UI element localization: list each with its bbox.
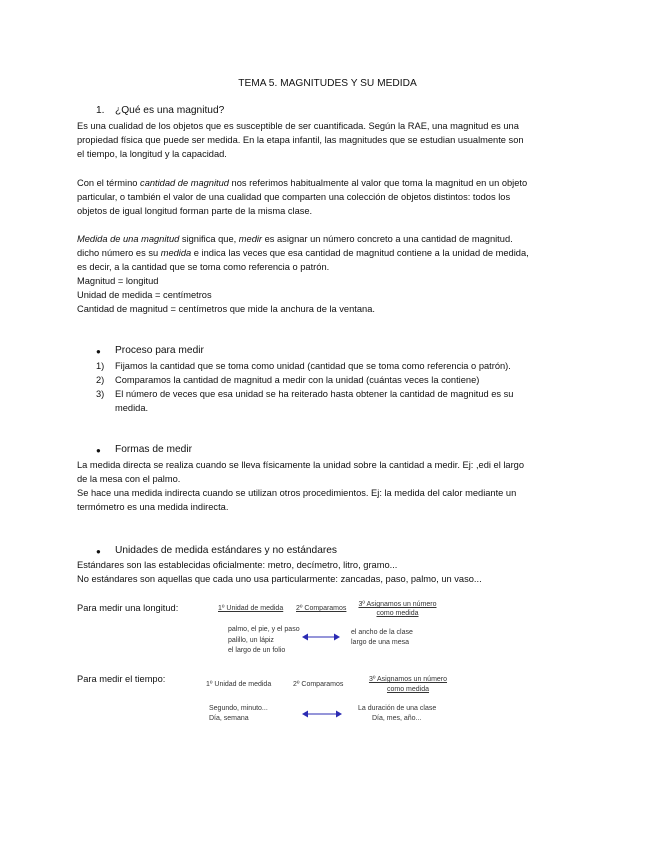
paragraph-line: dicho número es su medida e indica las veces que esa cantidad de magnitud contiene a la unidad de medida,	[77, 248, 529, 258]
bullet: ●	[96, 446, 101, 455]
section-heading: Formas de medir	[115, 444, 192, 455]
section-heading: Proceso para medir	[115, 345, 204, 356]
diagram-label: Para medir una longitud:	[77, 603, 179, 613]
diagram-right-item: Día, mes, año...	[372, 715, 422, 722]
paragraph-line: es decir, a la cantidad que se toma como referencia o patrón.	[77, 262, 330, 272]
paragraph-line: el tiempo, la longitud y la capacidad.	[77, 149, 227, 159]
list-number: 1)	[96, 361, 105, 371]
bullet: ●	[96, 347, 101, 356]
example-line: Cantidad de magnitud = centímetros que mide la anchura de la ventana.	[77, 304, 375, 314]
diagram-left-item: Día, semana	[209, 715, 249, 722]
diagram-right-item: La duración de una clase	[358, 705, 437, 712]
paragraph-line: Con el término cantidad de magnitud nos referimos habitualmente al valor que toma la magnitud en un objeto	[77, 178, 528, 188]
list-number: 3)	[96, 389, 105, 399]
list-item: Comparamos la cantidad de magnitud a medir con la unidad (cuántas veces la contiene)	[115, 375, 480, 385]
diagram-step-3: 3º Asignamos un número	[368, 676, 448, 683]
list-item: Fijamos la cantidad que se toma como unidad (cantidad que se toma como referencia o patrón).	[115, 361, 511, 371]
bullet: ●	[96, 547, 101, 556]
paragraph-line: Es una cualidad de los objetos que es susceptible de ser cuantificada. Según la RAE, una magnitud es una	[77, 121, 519, 131]
term: Medida de una magnitud	[77, 234, 180, 244]
diagram-step-2: 2º Comparamos	[296, 605, 347, 612]
paragraph-line: No estándares son aquellas que cada uno usa particularmente: zancadas, paso, palmo, un vaso...	[77, 574, 482, 584]
paragraph-line: Se hace una medida indirecta cuando se utilizan otros procedimientos. Ej: la medida del calor mediante un	[77, 488, 517, 498]
page-title: TEMA 5. MAGNITUDES Y SU MEDIDA	[238, 78, 417, 89]
section-heading: Unidades de medida estándares y no estándares	[115, 545, 338, 556]
paragraph-line: objetos de igual longitud forman parte de la misma clase.	[77, 206, 313, 216]
diagram-left-item: Segundo, minuto...	[209, 705, 268, 712]
list-item: El número de veces que esa unidad se ha reiterado hasta obtener la cantidad de magnitud es su	[115, 389, 514, 399]
diagram-left-item: palmo, el pie, y el paso	[228, 626, 300, 633]
section-heading: ¿Qué es una magnitud?	[115, 105, 225, 116]
diagram-left-item: palillo, un lápiz	[228, 637, 274, 644]
example-line: Magnitud = longitud	[77, 276, 159, 286]
diagram-right-item: el ancho de la clase	[351, 629, 413, 636]
term: cantidad de magnitud	[140, 178, 229, 188]
list-number: 2)	[96, 375, 105, 385]
paragraph-line: propiedad física que puede ser medida. En la etapa infantil, las magnitudes que se estudian usualmente son	[77, 135, 524, 145]
diagram-step-3: 3º Asignamos un número	[358, 601, 437, 608]
paragraph-line: Estándares son las establecidas oficialmente: metro, decímetro, litro, gramo...	[77, 560, 398, 570]
paragraph-line: Medida de una magnitud significa que, medir es asignar un número concreto a una cantidad de magnitud.	[77, 234, 513, 244]
example-line: Unidad de medida = centímetros	[77, 290, 212, 300]
diagram-step-3-cont: como medida	[376, 610, 419, 617]
double-arrow-icon	[302, 708, 342, 720]
diagram-step-2: 2º Comparamos	[293, 681, 344, 688]
diagram-step-1: 1º Unidad de medida	[206, 681, 272, 688]
term: medida	[160, 248, 192, 258]
diagram-right-item: largo de una mesa	[351, 639, 409, 646]
diagram-label: Para medir el tiempo:	[77, 674, 166, 684]
list-item-continuation: medida.	[115, 403, 149, 413]
double-arrow-icon	[302, 631, 340, 643]
paragraph-line: particular, o también el valor de una cualidad que comparten una colección de objetos distintos: todos los	[77, 192, 511, 202]
section-number: 1.	[96, 105, 105, 116]
paragraph-line: de la mesa con el palmo.	[77, 474, 181, 484]
term: medir	[238, 234, 263, 244]
paragraph-line: La medida directa se realiza cuando se lleva físicamente la unidad sobre la cantidad a medir. Ej: ,edi el largo	[77, 460, 525, 470]
diagram-step-1: 1º Unidad de medida	[218, 605, 284, 612]
diagram-left-item: el largo de un folio	[228, 647, 286, 654]
diagram-step-3-cont: como medida	[386, 686, 430, 693]
paragraph-line: termómetro es una medida indirecta.	[77, 502, 229, 512]
